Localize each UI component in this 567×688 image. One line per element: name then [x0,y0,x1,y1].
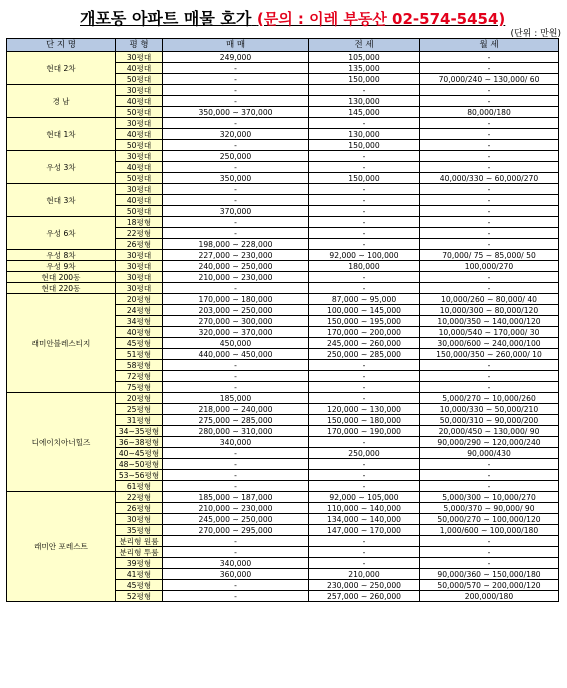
monthly-rent-cell: 70,000/ 75 ~ 85,000/ 50 [420,250,559,261]
jeonse-price-cell: 147,000 ~ 170,000 [309,525,420,536]
size-cell: 분리형 투룸 [116,547,163,558]
monthly-rent-cell: 50,000/310 ~ 90,000/200 [420,415,559,426]
monthly-rent-cell: 10,000/300 ~ 80,000/120 [420,305,559,316]
jeonse-price-cell: 135,000 [309,63,420,74]
monthly-rent-cell: - [420,360,559,371]
monthly-rent-cell: - [420,217,559,228]
monthly-rent-cell: - [420,206,559,217]
table-row [7,272,559,283]
complex-name-cell: 현대 3차 [7,184,116,217]
jeonse-price-cell: 210,000 [309,569,420,580]
jeonse-price-cell: 130,000 [309,129,420,140]
sale-price-cell: - [163,591,309,602]
sale-price-cell: 198,000 ~ 228,000 [163,239,309,250]
monthly-rent-cell: - [420,558,559,569]
size-cell: 30평대 [116,85,163,96]
jeonse-price-cell: - [309,239,420,250]
jeonse-price-cell: - [309,360,420,371]
jeonse-price-cell: 134,000 ~ 140,000 [309,514,420,525]
jeonse-price-cell: 130,000 [309,96,420,107]
monthly-rent-cell: - [420,151,559,162]
size-cell: 75평형 [116,382,163,393]
monthly-rent-cell: - [420,85,559,96]
sale-price-cell: - [163,459,309,470]
monthly-rent-cell: - [420,162,559,173]
monthly-rent-cell: - [420,184,559,195]
table-row [7,85,559,96]
size-cell: 40~45평형 [116,448,163,459]
monthly-rent-cell: 90,000/290 ~ 120,000/240 [420,437,559,448]
size-cell: 분리형 원룸 [116,536,163,547]
jeonse-price-cell: - [309,184,420,195]
table-row [7,151,559,162]
price-table [6,38,559,602]
sale-price-cell: 280,000 ~ 310,000 [163,426,309,437]
size-cell: 50평대 [116,74,163,85]
sale-price-cell: - [163,580,309,591]
sale-price-cell: - [163,217,309,228]
jeonse-price-cell: 92,000 ~ 100,000 [309,250,420,261]
column-header-jeonse: 전 세 [309,39,420,52]
monthly-rent-cell: 70,000/240 ~ 130,000/ 60 [420,74,559,85]
sale-price-cell: - [163,481,309,492]
sale-price-cell: - [163,85,309,96]
size-cell: 34~35평형 [116,426,163,437]
jeonse-price-cell: 87,000 ~ 95,000 [309,294,420,305]
monthly-rent-cell: 10,000/350 ~ 140,000/120 [420,316,559,327]
monthly-rent-cell: - [420,239,559,250]
monthly-rent-cell: 50,000/570 ~ 200,000/120 [420,580,559,591]
jeonse-price-cell: 180,000 [309,261,420,272]
sale-price-cell: 340,000 [163,437,309,448]
monthly-rent-cell: - [420,547,559,558]
sale-price-cell: - [163,536,309,547]
size-cell: 30평대 [116,261,163,272]
size-cell: 50평대 [116,140,163,151]
monthly-rent-cell: 100,000/270 [420,261,559,272]
contact-info: (문의 : 이레 부동산 02-574-5454) [256,10,506,28]
size-cell: 30평대 [116,283,163,294]
size-cell: 50평대 [116,206,163,217]
complex-name-cell: 현대 1차 [7,118,116,151]
jeonse-price-cell: - [309,283,420,294]
jeonse-price-cell: - [309,371,420,382]
sale-price-cell: 440,000 ~ 450,000 [163,349,309,360]
sale-price-cell: 245,000 ~ 250,000 [163,514,309,525]
size-cell: 25평형 [116,404,163,415]
monthly-rent-cell: - [420,536,559,547]
complex-name-cell: 우성 6차 [7,217,116,250]
jeonse-price-cell: - [309,382,420,393]
jeonse-price-cell: - [309,272,420,283]
size-cell: 30평형 [116,514,163,525]
sale-price-cell: 240,000 ~ 250,000 [163,261,309,272]
jeonse-price-cell: 100,000 ~ 145,000 [309,305,420,316]
monthly-rent-cell: 10,000/260 ~ 80,000/ 40 [420,294,559,305]
jeonse-price-cell: 145,000 [309,107,420,118]
jeonse-price-cell: 245,000 ~ 260,000 [309,338,420,349]
sale-price-cell: 227,000 ~ 230,000 [163,250,309,261]
size-cell: 48~50평형 [116,459,163,470]
complex-name-cell: 현대 220동 [7,283,116,294]
jeonse-price-cell: 92,000 ~ 105,000 [309,492,420,503]
size-cell: 36~38평형 [116,437,163,448]
monthly-rent-cell: - [420,63,559,74]
jeonse-price-cell: - [309,481,420,492]
complex-name-cell: 우성 3차 [7,151,116,184]
monthly-rent-cell: 90,000/430 [420,448,559,459]
column-header-monthly: 월 세 [420,39,559,52]
column-header-size: 평 형 [116,39,163,52]
size-cell: 24평형 [116,305,163,316]
monthly-rent-cell: - [420,481,559,492]
complex-name-cell: 래미안 포레스트 [7,492,116,602]
monthly-rent-cell: 200,000/180 [420,591,559,602]
size-cell: 40평대 [116,195,163,206]
jeonse-price-cell: 257,000 ~ 260,000 [309,591,420,602]
complex-name-cell: 현대 2차 [7,52,116,85]
monthly-rent-cell: - [420,228,559,239]
size-cell: 45평형 [116,580,163,591]
jeonse-price-cell: 170,000 ~ 200,000 [309,327,420,338]
sale-price-cell: 360,000 [163,569,309,580]
size-cell: 40평대 [116,162,163,173]
size-cell: 30평대 [116,118,163,129]
sale-price-cell: 218,000 ~ 240,000 [163,404,309,415]
page-header [0,0,567,39]
monthly-rent-cell: 1,000/600 ~ 100,000/180 [420,525,559,536]
size-cell: 41평형 [116,569,163,580]
sale-price-cell: - [163,74,309,85]
monthly-rent-cell: 10,000/540 ~ 170,000/ 30 [420,327,559,338]
size-cell: 26평형 [116,503,163,514]
monthly-rent-cell: - [420,52,559,63]
monthly-rent-cell: 150,000/350 ~ 260,000/ 10 [420,349,559,360]
table-row [7,294,559,305]
jeonse-price-cell: 120,000 ~ 130,000 [309,404,420,415]
jeonse-price-cell: - [309,85,420,96]
monthly-rent-cell: 5,000/300 ~ 10,000/270 [420,492,559,503]
size-cell: 58평형 [116,360,163,371]
size-cell: 51평형 [116,349,163,360]
jeonse-price-cell: - [309,437,420,448]
sale-price-cell: - [163,448,309,459]
sale-price-cell: - [163,63,309,74]
size-cell: 53~56평형 [116,470,163,481]
sale-price-cell: 185,000 [163,393,309,404]
sale-price-cell: 450,000 [163,338,309,349]
sale-price-cell: 170,000 ~ 180,000 [163,294,309,305]
jeonse-price-cell: - [309,228,420,239]
jeonse-price-cell: - [309,459,420,470]
jeonse-price-cell: - [309,217,420,228]
sale-price-cell: - [163,228,309,239]
size-cell: 26평형 [116,239,163,250]
size-cell: 45평형 [116,338,163,349]
monthly-rent-cell: - [420,195,559,206]
size-cell: 30평대 [116,184,163,195]
sale-price-cell: - [163,162,309,173]
monthly-rent-cell: - [420,459,559,470]
table-row [7,184,559,195]
table-row [7,217,559,228]
monthly-rent-cell: 80,000/180 [420,107,559,118]
sale-price-cell: 350,000 ~ 370,000 [163,107,309,118]
complex-name-cell: 우성 9차 [7,261,116,272]
monthly-rent-cell: 20,000/450 ~ 130,000/ 90 [420,426,559,437]
jeonse-price-cell: 150,000 ~ 195,000 [309,316,420,327]
size-cell: 35평형 [116,525,163,536]
sale-price-cell: 210,000 ~ 230,000 [163,272,309,283]
jeonse-price-cell: - [309,558,420,569]
jeonse-price-cell: 170,000 ~ 190,000 [309,426,420,437]
jeonse-price-cell: - [309,393,420,404]
monthly-rent-cell: 40,000/330 ~ 60,000/270 [420,173,559,184]
monthly-rent-cell: - [420,371,559,382]
size-cell: 72평형 [116,371,163,382]
size-cell: 30평대 [116,272,163,283]
page-title [80,6,505,29]
monthly-rent-cell: 90,000/360 ~ 150,000/180 [420,569,559,580]
monthly-rent-cell: 50,000/270 ~ 100,000/120 [420,514,559,525]
jeonse-price-cell: 110,000 ~ 140,000 [309,503,420,514]
size-cell: 30평대 [116,52,163,63]
table-row [7,118,559,129]
table-row [7,261,559,272]
size-cell: 30평대 [116,250,163,261]
sale-price-cell: - [163,283,309,294]
jeonse-price-cell: - [309,206,420,217]
size-cell: 50평대 [116,173,163,184]
jeonse-price-cell: - [309,151,420,162]
header-row [7,39,559,52]
size-cell: 31평형 [116,415,163,426]
sale-price-cell: - [163,371,309,382]
monthly-rent-cell: - [420,140,559,151]
jeonse-price-cell: - [309,470,420,481]
sale-price-cell: 249,000 [163,52,309,63]
size-cell: 20평형 [116,393,163,404]
complex-name-cell: 현대 200동 [7,272,116,283]
monthly-rent-cell: - [420,96,559,107]
monthly-rent-cell: - [420,272,559,283]
sale-price-cell: - [163,118,309,129]
size-cell: 30평대 [116,151,163,162]
complex-name-cell: 우성 8차 [7,250,116,261]
jeonse-price-cell: 250,000 ~ 285,000 [309,349,420,360]
sale-price-cell: 270,000 ~ 300,000 [163,316,309,327]
sale-price-cell: - [163,140,309,151]
sale-price-cell: 210,000 ~ 230,000 [163,503,309,514]
monthly-rent-cell: - [420,470,559,481]
table-row [7,283,559,294]
jeonse-price-cell: 150,000 [309,173,420,184]
monthly-rent-cell: - [420,382,559,393]
size-cell: 40평대 [116,96,163,107]
jeonse-price-cell: 150,000 ~ 180,000 [309,415,420,426]
sale-price-cell: 340,000 [163,558,309,569]
sale-price-cell: - [163,470,309,481]
size-cell: 34평형 [116,316,163,327]
jeonse-price-cell: - [309,162,420,173]
sale-price-cell: 270,000 ~ 295,000 [163,525,309,536]
sale-price-cell: 275,000 ~ 285,000 [163,415,309,426]
table-row [7,393,559,404]
size-cell: 50평대 [116,107,163,118]
size-cell: 22평형 [116,228,163,239]
size-cell: 52평형 [116,591,163,602]
sale-price-cell: 370,000 [163,206,309,217]
monthly-rent-cell: - [420,283,559,294]
monthly-rent-cell: - [420,129,559,140]
column-header-complex: 단 지 명 [7,39,116,52]
jeonse-price-cell: 150,000 [309,140,420,151]
monthly-rent-cell: 30,000/600 ~ 240,000/100 [420,338,559,349]
unit-label: (단위 : 만원) [510,29,561,39]
monthly-rent-cell: 10,000/330 ~ 50,000/210 [420,404,559,415]
sale-price-cell: 320,000 ~ 370,000 [163,327,309,338]
monthly-rent-cell: 5,000/370 ~ 90,000/ 90 [420,503,559,514]
table-row [7,52,559,63]
jeonse-price-cell: 150,000 [309,74,420,85]
jeonse-price-cell: 230,000 ~ 250,000 [309,580,420,591]
jeonse-price-cell: 250,000 [309,448,420,459]
sale-price-cell: 203,000 ~ 250,000 [163,305,309,316]
jeonse-price-cell: - [309,195,420,206]
sale-price-cell: 185,000 ~ 187,000 [163,492,309,503]
sale-price-cell: 320,000 [163,129,309,140]
jeonse-price-cell: - [309,547,420,558]
size-cell: 22평형 [116,492,163,503]
sale-price-cell: - [163,195,309,206]
sale-price-cell: 250,000 [163,151,309,162]
table-body [7,52,559,602]
size-cell: 39평형 [116,558,163,569]
monthly-rent-cell: - [420,118,559,129]
complex-name-cell: 경 남 [7,85,116,118]
size-cell: 18평형 [116,217,163,228]
sale-price-cell: - [163,382,309,393]
jeonse-price-cell: - [309,536,420,547]
sale-price-cell: 350,000 [163,173,309,184]
table-row [7,250,559,261]
monthly-rent-cell: 5,000/270 ~ 10,000/260 [420,393,559,404]
sale-price-cell: - [163,96,309,107]
title-text: 개포동 아파트 매물 호가 [80,9,252,28]
size-cell: 40평대 [116,129,163,140]
size-cell: 40평대 [116,63,163,74]
complex-name-cell: 디에이치아너힐즈 [7,393,116,492]
column-header-sale: 매 매 [163,39,309,52]
jeonse-price-cell: - [309,118,420,129]
complex-name-cell: 래미안블레스티지 [7,294,116,393]
size-cell: 20평형 [116,294,163,305]
table-row [7,492,559,503]
size-cell: 40평형 [116,327,163,338]
size-cell: 61평형 [116,481,163,492]
jeonse-price-cell: 105,000 [309,52,420,63]
sale-price-cell: - [163,360,309,371]
sale-price-cell: - [163,184,309,195]
sale-price-cell: - [163,547,309,558]
